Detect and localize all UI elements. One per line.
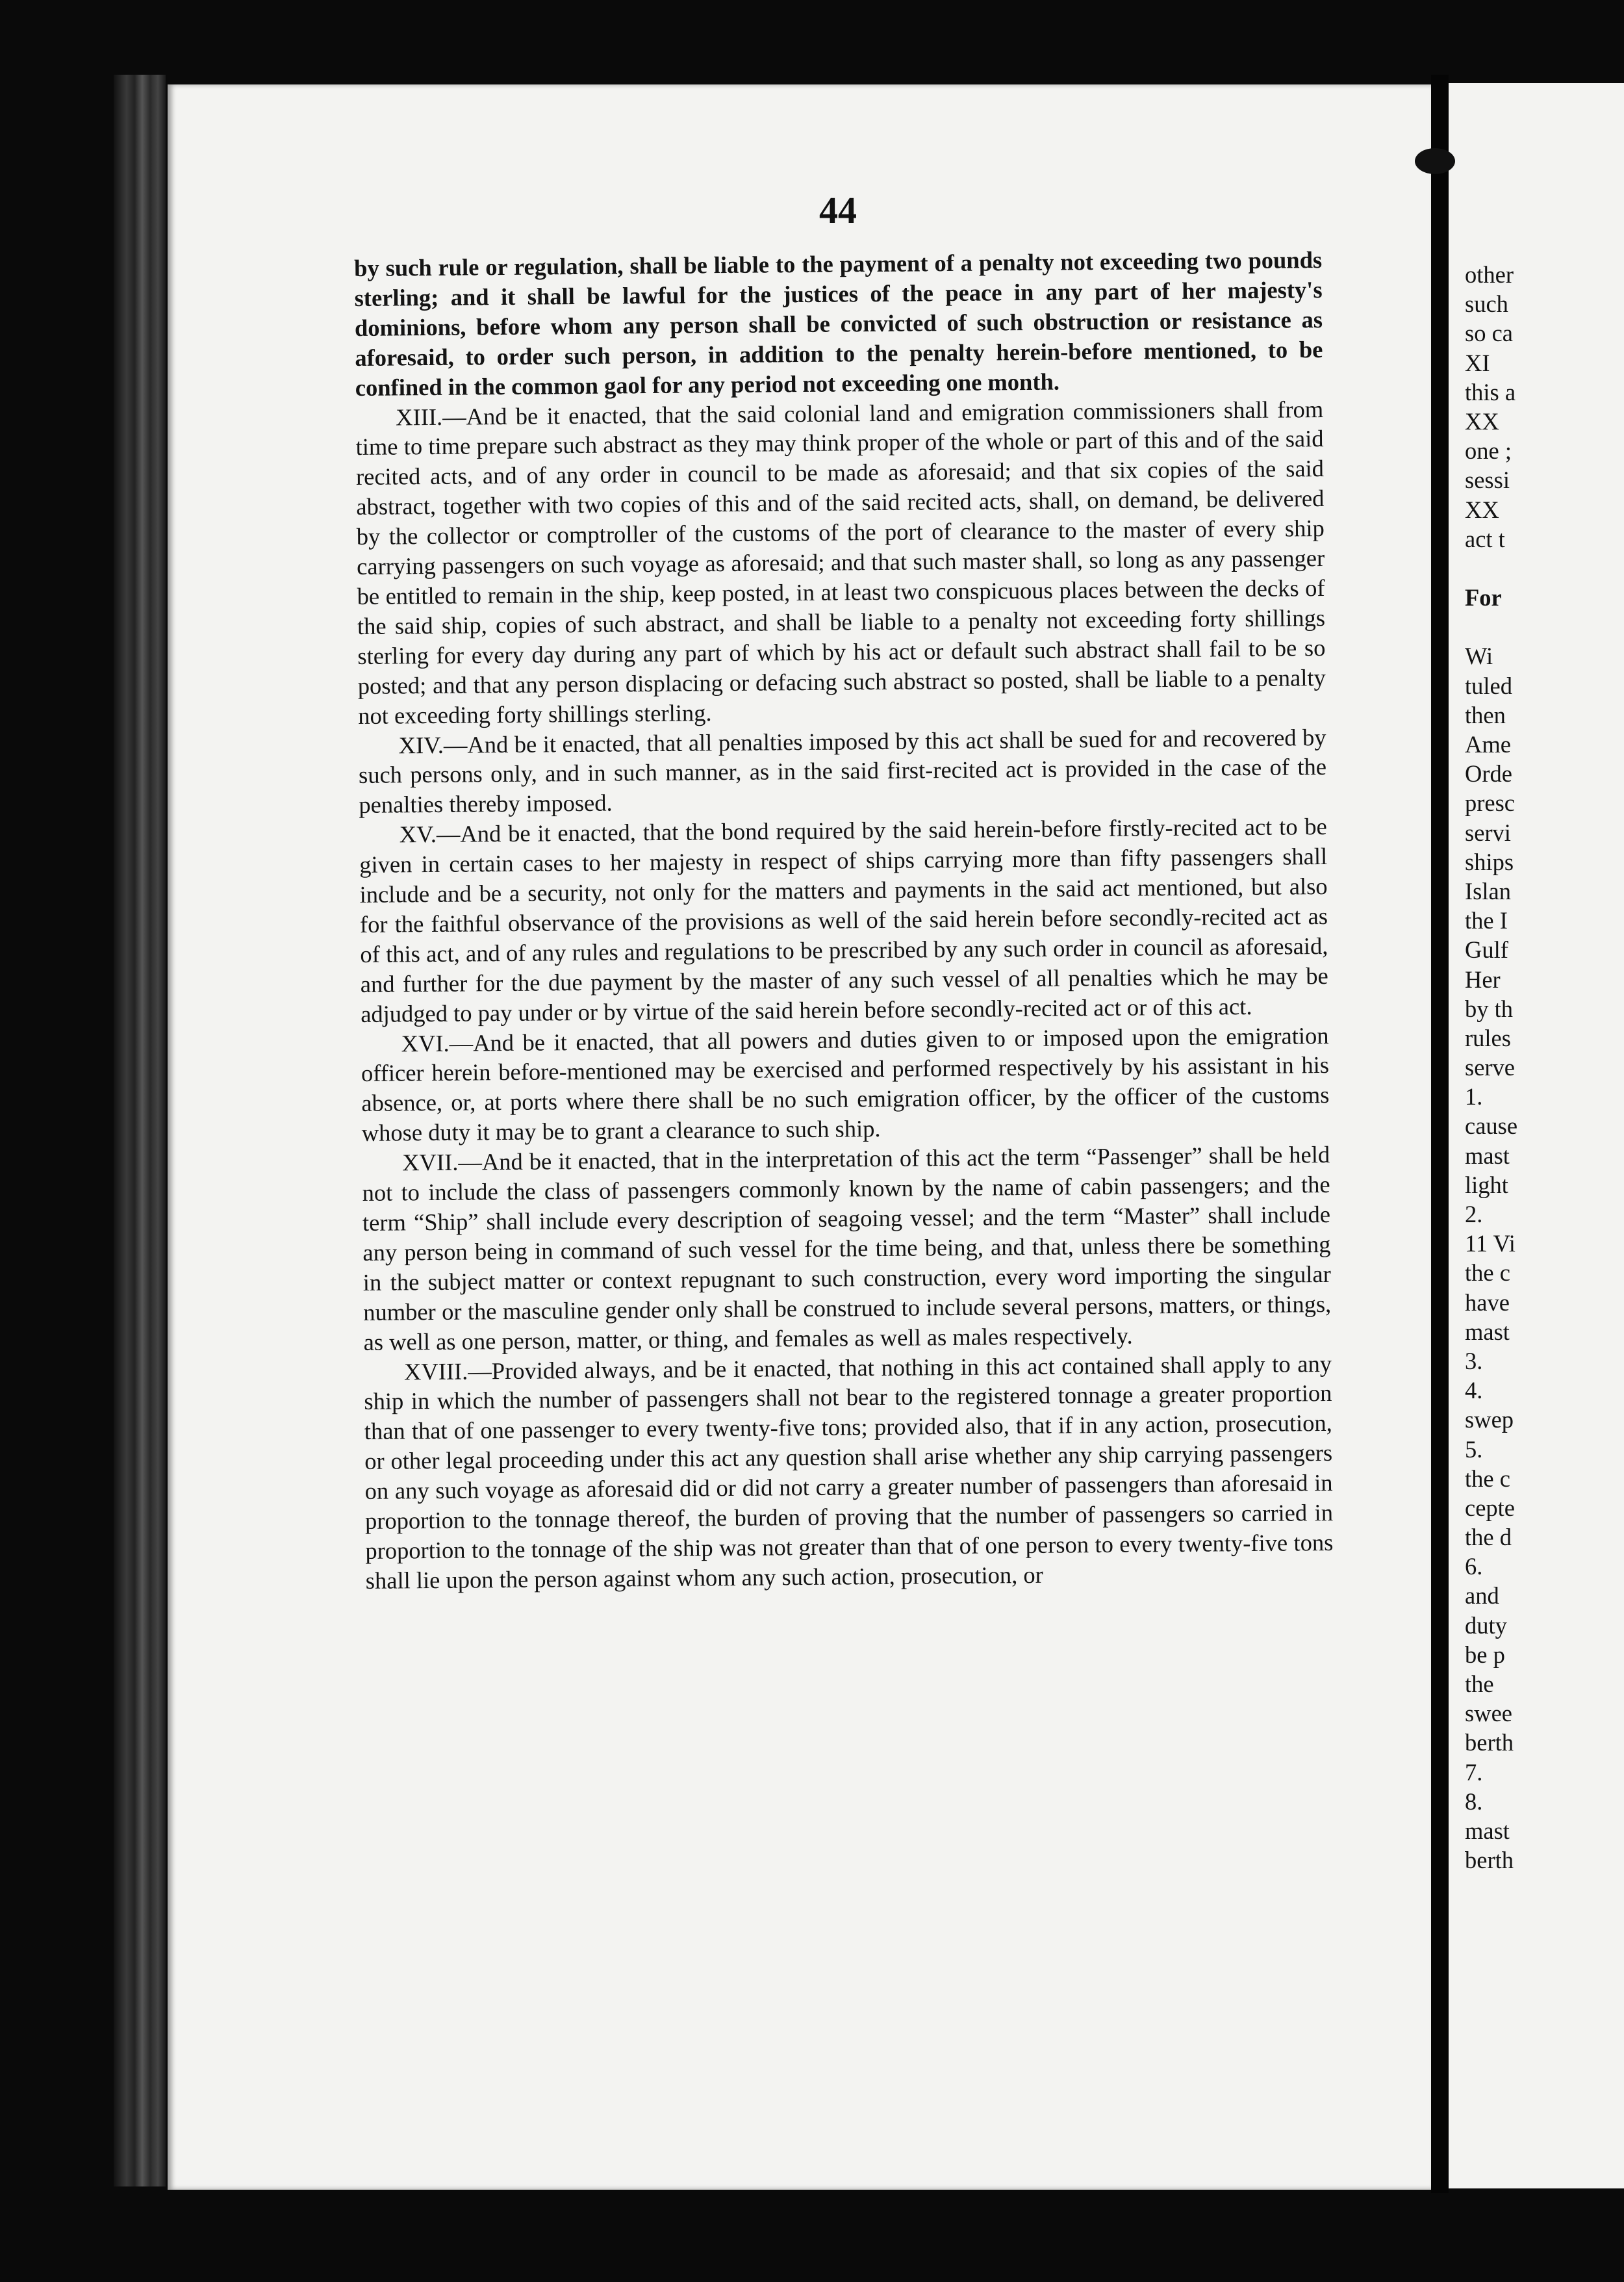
right-page-line: Wi xyxy=(1465,643,1493,670)
right-page-line: Orde xyxy=(1465,760,1512,788)
right-page-line: duty xyxy=(1465,1611,1507,1639)
right-page-line: the xyxy=(1465,1671,1494,1697)
right-page-line: so ca xyxy=(1465,320,1513,347)
right-page-line: be p xyxy=(1465,1641,1505,1668)
section-xv: XV.—And be it enacted, that the bond required by the said herein-before firstly-recited act to be given in certain cases to her majesty in respect of ships carrying more than fifty passengers shall include and be a security, not only for the matters and payments in the said act mentioned, but also for the faithful observance of the provisions as well of the said herein before secondly-recited act as of this act, and of any rules and regulations to be prescribed by any such order in council as aforesaid, and further for the due payment by the master of any such vessel of all penalties which he may be adjudged to pay under or by virtue of the said herein before secondly-recited act or of this act. xyxy=(359,813,1328,1027)
right-page-line xyxy=(1465,554,1624,583)
right-page-line: other xyxy=(1465,261,1514,288)
right-page-line: and xyxy=(1465,1582,1499,1609)
right-page-line: 2. xyxy=(1465,1201,1483,1227)
right-page-line: swep xyxy=(1465,1406,1514,1433)
right-page-line: 6. xyxy=(1465,1553,1483,1580)
right-page-line: the c xyxy=(1465,1259,1510,1287)
section-xviii: XVIII.—Provided always, and be it enacted, that nothing in this act contained shall apply to any ship in which the number of passengers shall not bear to the registered tonnage a greater proportion than that of one passenger to every twenty-five tons; provided also, that if in any action, prosecution, or other legal proceeding under this act any question shall arise whether any ship carrying passengers on any such voyage as aforesaid did or did not carry a greater number of passengers than aforesaid in proportion to the tonnage thereof, the burden of proving that the number of passengers so carried in proportion to the tonnage of the ship was not greater than that of one person to every twenty-five tons shall lie upon the person against whom any such action, prosecution, or xyxy=(364,1350,1334,1594)
right-page-line xyxy=(1465,612,1624,641)
right-page-line: light xyxy=(1465,1171,1508,1198)
right-page-line: 5. xyxy=(1465,1435,1483,1463)
right-page-line: the d xyxy=(1465,1524,1512,1551)
right-page-line: mast xyxy=(1465,1318,1510,1345)
right-page-line: the c xyxy=(1465,1465,1510,1492)
right-page-line: 3. xyxy=(1465,1347,1483,1374)
right-page-line: mast xyxy=(1465,1817,1510,1844)
right-page-line: berth xyxy=(1465,1847,1514,1874)
right-page-line: mast xyxy=(1465,1142,1510,1169)
right-page-line: have xyxy=(1465,1288,1510,1316)
right-page-line: presc xyxy=(1465,789,1516,817)
right-page-line: 8. xyxy=(1465,1788,1483,1815)
right-page-line: one ; xyxy=(1465,437,1512,465)
right-page-line: berth xyxy=(1465,1729,1514,1756)
right-page-line: rules xyxy=(1465,1024,1511,1051)
section-xvii: XVII.—And be it enacted, that in the interpretation of this act the term “Passenger” shall be held not to include the class of passengers commonly known by the name of cabin passengers; and the term “Ship” shall include every description of seagoing vessel; and the term “Master” shall include any person being in command of such vessel for the time being, and that, unless there be something in the subject matter or context repugnant to such construction, every word importing the singular number or the masculine gender only shall be construed to include several persons, matters, or things, as well as one person, matter, or thing, and females as well as males respectively. xyxy=(362,1141,1332,1355)
right-page-line: act t xyxy=(1465,525,1505,552)
section-xiv: XIV.—And be it enacted, that all penalties imposed by this act shall be sued for and recovered by such persons only, and in such manner, as in the said first-recited act is provided in the case of the penalties thereby imposed. xyxy=(358,723,1327,819)
right-page-line: Her xyxy=(1465,966,1501,993)
right-page-line: Gulf xyxy=(1465,936,1508,964)
right-page-line: the I xyxy=(1465,907,1508,934)
right-page-line: 1. xyxy=(1465,1083,1483,1110)
right-page-text xyxy=(1465,260,1624,1875)
right-page-line: ships xyxy=(1465,848,1514,875)
right-page-line: cause xyxy=(1465,1112,1518,1140)
right-page-line: 11 Vi xyxy=(1465,1230,1516,1257)
book-gutter xyxy=(114,75,166,2186)
paragraph-continuation: by such rule or regulation, shall be liable to the payment of a penalty not exceeding two pounds sterling; and it shall be lawful for the justices of the peace in any part of her majesty's dominions, before whom any person shall be convicted of such obstruction or resistance as aforesaid, to order such person, in addition to the penalty herein-before mentioned, to be confined in the common gaol for any period not exceeding one month. xyxy=(354,246,1323,401)
right-page-line: XX xyxy=(1465,496,1499,523)
page-divider xyxy=(1431,75,1449,2193)
right-page-line: cepte xyxy=(1465,1494,1515,1521)
right-page-line: by th xyxy=(1465,995,1514,1022)
right-page-line: swee xyxy=(1465,1700,1512,1727)
right-page-line: Ame xyxy=(1465,731,1511,758)
right-page-line: such xyxy=(1465,290,1508,318)
right-page-line: Islan xyxy=(1465,877,1511,904)
right-page-line: servi xyxy=(1465,819,1511,846)
right-page-line: tuled xyxy=(1465,672,1512,699)
right-page-line: serve xyxy=(1465,1054,1516,1081)
right-page-line: then xyxy=(1465,701,1506,728)
right-page-line: this a xyxy=(1465,378,1516,405)
page-number: 44 xyxy=(819,189,857,231)
section-xiii: XIII.—And be it enacted, that the said colonial land and emigration commissioners shall from time to time prepare such abstract as they may think proper of the whole or part of this and of the said recited acts, and of any order in council to be made as aforesaid; and that six copies of the said abstract, together with two copies of this and of the said recited acts, shall, on demand, be delivered by the collector or comptroller of the customs of the port of clearance to the master of every ship carrying passengers on such voyage as aforesaid; and that such master shall, so long as any passenger be entitled to remain in the ship, keep posted, in at least two conspicuous places between the decks of the said ship, copies of such abstract, and shall be liable to a penalty not exceeding forty shillings sterling for every day during any part of which by his act or default such abstract shall fail to be so posted; and that any person displacing or defacing such abstract so posted, shall be liable to a penalty not exceeding forty shillings sterling. xyxy=(355,395,1326,729)
right-page-line: sessi xyxy=(1465,467,1510,494)
section-xvi: XVI.—And be it enacted, that all powers and duties given to or imposed upon the emigration officer herein before-mentioned may be exercised and performed respectively by his assistant in his absence, or, at ports where there shall be no such emigration officer, by the officer of the customs whose duty it may be to grant a clearance to such ship. xyxy=(361,1021,1330,1147)
binding-clip xyxy=(1415,148,1455,174)
body-text xyxy=(354,245,1334,1596)
right-page-line: XX xyxy=(1465,407,1499,435)
right-page-line: 7. xyxy=(1465,1758,1483,1786)
right-page-line: XI xyxy=(1465,349,1490,376)
right-page-line: For xyxy=(1465,584,1502,611)
right-page-line: 4. xyxy=(1465,1377,1483,1404)
